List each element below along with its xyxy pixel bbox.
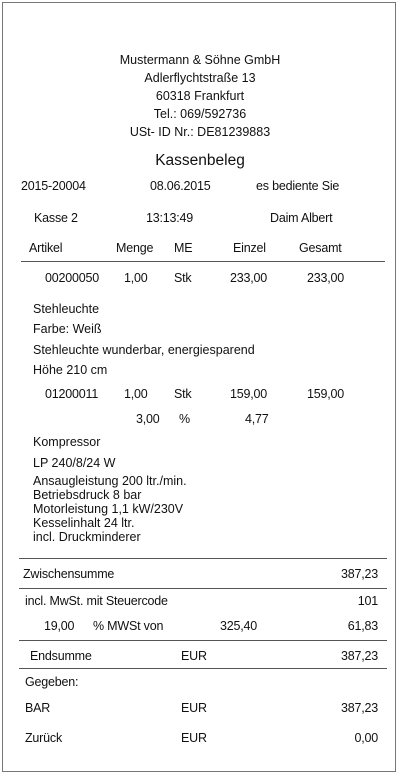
total-label: Endsumme [30, 649, 92, 663]
total-value: 387,23 [340, 649, 378, 663]
discount-unit: % [179, 412, 190, 426]
item-description-line: Motorleistung 1,1 kW/230V [33, 502, 184, 516]
item-unit: Stk [174, 271, 192, 285]
company-name: Mustermann & Söhne GmbH [119, 53, 281, 67]
discount-qty: 3,00 [136, 412, 160, 426]
receipt-time: 13:13:49 [146, 211, 194, 225]
item-qty: 1,00 [124, 271, 148, 285]
change-currency: EUR [181, 731, 207, 745]
total-top-divider [19, 640, 387, 641]
subtotal-divider [19, 558, 387, 559]
item-single-price: 233,00 [230, 271, 268, 285]
item-single-price: 159,00 [230, 387, 268, 401]
item-description-line: Höhe 210 cm [33, 363, 108, 377]
subtotal-bottom-divider [19, 588, 387, 589]
item-total-price: 159,00 [307, 387, 345, 401]
subtotal-value: 387,23 [340, 567, 378, 581]
item-description-line: Stehleuchte [33, 302, 100, 316]
header-unit: ME [174, 241, 193, 255]
item-description-line: Kesselinhalt 24 ltr. [33, 516, 135, 530]
item-code: 01200011 [45, 387, 99, 401]
company-vat-id: USt- ID Nr.: DE81239883 [129, 125, 271, 139]
item-qty: 1,00 [124, 387, 148, 401]
total-bottom-divider [19, 668, 387, 669]
cashier-name: Daim Albert [270, 211, 333, 225]
item-description-line: incl. Druckminderer [33, 530, 141, 544]
item-description-line: Farbe: Weiß [33, 322, 102, 336]
item-description-line: Stehleuchte wunderbar, energiesparend [33, 343, 255, 357]
tax-code-value: 101 [357, 594, 378, 608]
header-total: Gesamt [299, 241, 342, 255]
item-description-line: Ansaugleistung 200 ltr./min. [33, 474, 187, 488]
served-by-label: es bediente Sie [256, 179, 340, 193]
total-currency: EUR [181, 649, 207, 663]
company-city: 60318 Frankfurt [155, 89, 245, 103]
company-phone: Tel.: 069/592736 [153, 107, 247, 121]
item-description-line: Kompressor [33, 435, 101, 449]
change-value: 0,00 [354, 731, 378, 745]
cash-value: 387,23 [340, 701, 378, 715]
discount-value: 4,77 [245, 412, 269, 426]
receipt-number: 2015-20004 [21, 179, 86, 193]
item-total-price: 233,00 [307, 271, 345, 285]
given-label: Gegeben: [25, 675, 79, 689]
receipt-date: 08.06.2015 [150, 179, 211, 193]
tax-label: % MWSt von [93, 619, 164, 633]
tax-amount: 61,83 [347, 619, 378, 633]
receipt [2, 2, 396, 772]
company-street: Adlerflychtstraße 13 [144, 71, 256, 85]
item-code: 00200050 [45, 271, 100, 285]
header-article: Artikel [29, 241, 63, 255]
tax-rate: 19,00 [44, 619, 75, 633]
register: Kasse 2 [34, 211, 78, 225]
header-single: Einzel [233, 241, 266, 255]
tax-code-label: incl. MwSt. mit Steuercode [25, 594, 168, 608]
subtotal-label: Zwischensumme [23, 567, 115, 581]
item-description-line: LP 240/8/24 W [33, 456, 116, 470]
tax-base: 325,40 [220, 619, 258, 633]
change-label: Zurück [25, 731, 63, 745]
cash-currency: EUR [181, 701, 207, 715]
header-divider [21, 261, 385, 262]
item-description-line: Betriebsdruck 8 bar [33, 488, 142, 502]
header-qty: Menge [116, 241, 154, 255]
item-unit: Stk [174, 387, 192, 401]
cash-label: BAR [25, 701, 51, 715]
receipt-title: Kassenbeleg [155, 152, 245, 169]
